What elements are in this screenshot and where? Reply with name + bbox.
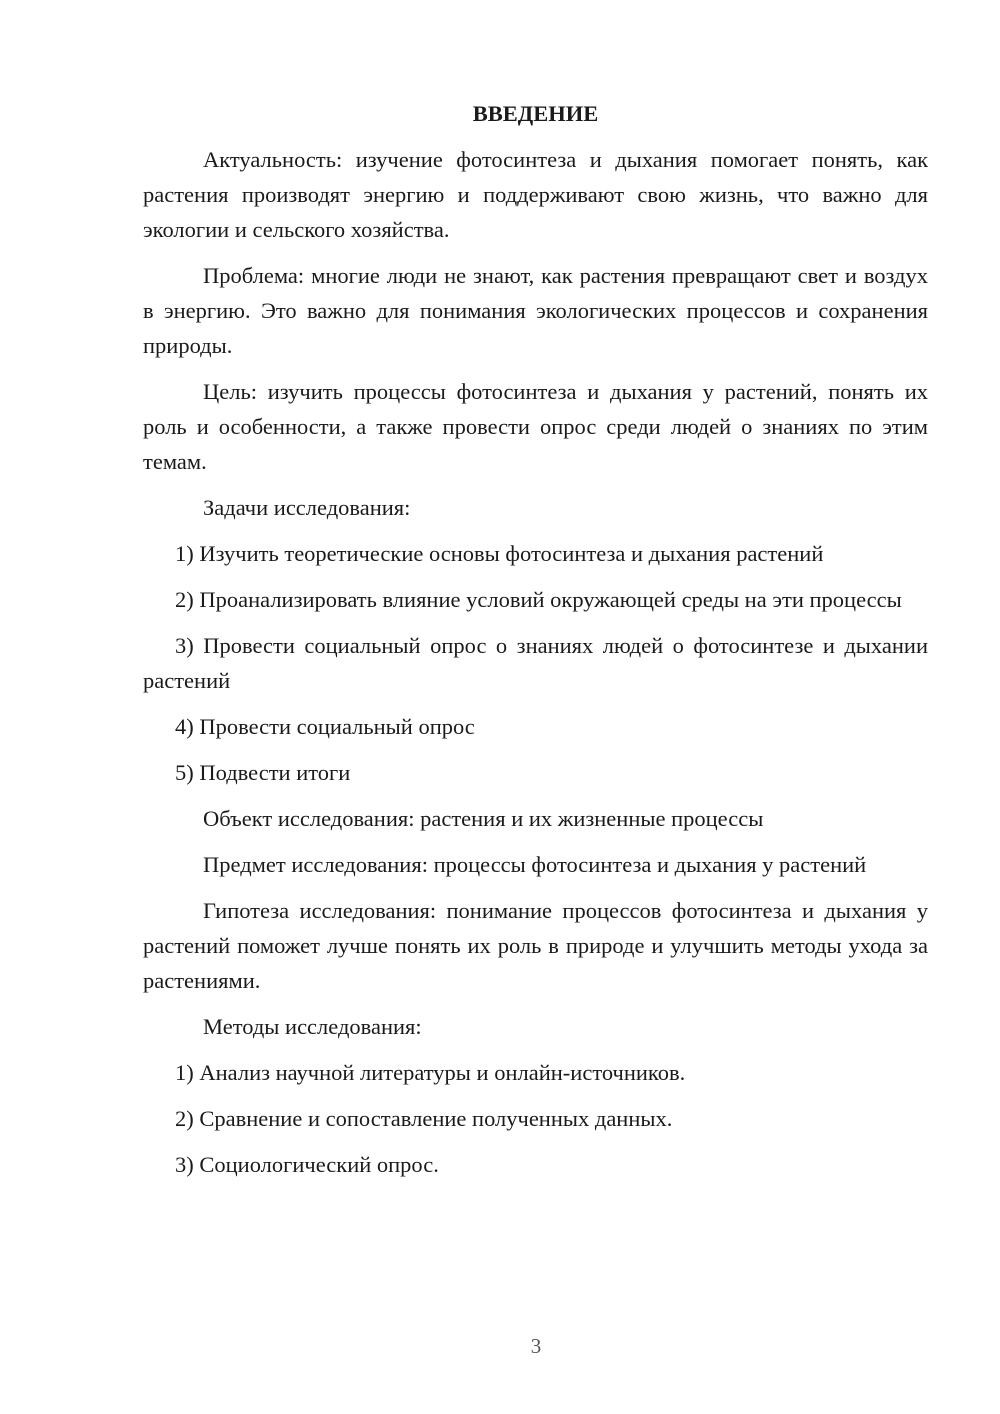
tasks-title: Задачи исследования: <box>203 495 411 520</box>
page-number: 3 <box>530 1334 542 1358</box>
subject-paragraph: Предмет исследования: процессы фотосинтеза и дыхания у растений <box>203 852 867 877</box>
method-item-1: 1) Анализ научной литературы и онлайн-источников. <box>175 1060 686 1085</box>
task-item-2: 2) Проанализировать влияние условий окружающей среды на эти процессы <box>175 587 902 612</box>
task-item-4: 4) Провести социальный опрос <box>175 714 475 739</box>
page-heading: ВВЕДЕНИЕ <box>472 101 599 126</box>
method-item-3: 3) Социологический опрос. <box>175 1152 439 1177</box>
task-item-5: 5) Подвести итоги <box>175 760 351 785</box>
relevance-paragraph: Актуальность: изучение фотосинтеза и дыхания помогает понять, как растения производят энергию и поддерживают свою жизнь, что важно для экологии и сельского хозяйства. <box>143 147 928 242</box>
task-item-1: 1) Изучить теоретические основы фотосинтеза и дыхания растений <box>175 541 824 566</box>
hypothesis-paragraph: Гипотеза исследования: понимание процессов фотосинтеза и дыхания у растений поможет лучше понять их роль в природе и улучшить методы ухода за растениями. <box>143 898 928 993</box>
methods-title: Методы исследования: <box>203 1014 422 1039</box>
goal-paragraph: Цель: изучить процессы фотосинтеза и дыхания у растений, понять их роль и особенности, а также провести опрос среди людей о знаниях по этим темам. <box>143 379 928 474</box>
task-item-3: 3) Провести социальный опрос о знаниях людей о фотосинтезе и дыхании растений <box>143 633 928 693</box>
page-content <box>143 96 928 1193</box>
method-item-2: 2) Сравнение и сопоставление полученных данных. <box>175 1106 673 1131</box>
object-paragraph: Объект исследования: растения и их жизненные процессы <box>203 806 764 831</box>
problem-paragraph: Проблема: многие люди не знают, как растения превращают свет и воздух в энергию. Это важно для понимания экологических процессов и сохранения природы. <box>143 263 928 358</box>
